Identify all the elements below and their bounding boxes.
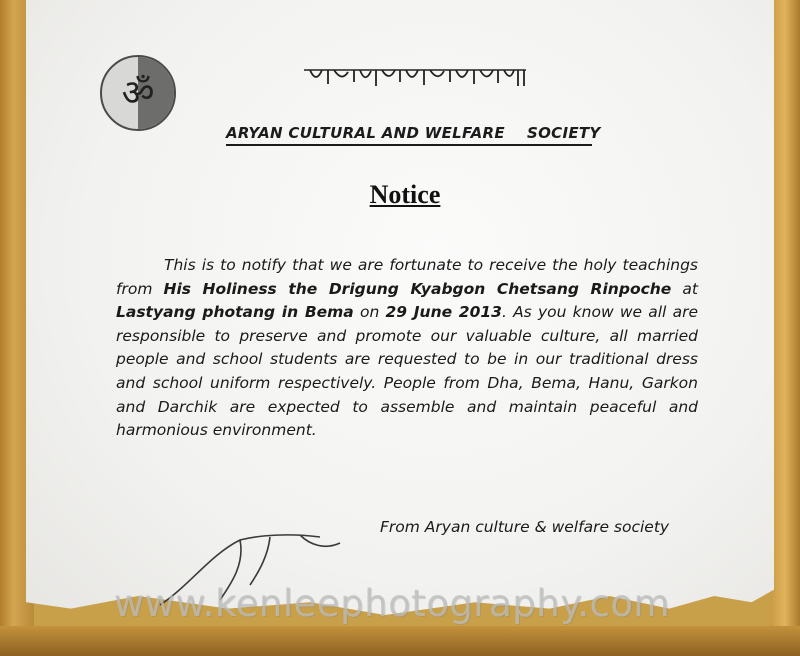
photographer-watermark: www.kenleephotography.com: [113, 582, 671, 625]
body-place: Lastyang photang in Bema: [116, 303, 354, 322]
body-on: on: [353, 303, 386, 322]
emblem-symbol-icon: ॐ: [121, 73, 155, 114]
body-holiness-name: His Holiness the Drigung Kyabgon Chetsang Rinpoche: [163, 279, 672, 298]
notice-body: [116, 254, 698, 443]
sign-off: From Aryan culture & welfare society: [380, 518, 670, 536]
society-emblem-logo: [100, 55, 176, 131]
body-rest: . As you know we all are responsible to preserve and promote our valuable culture, all married people and school students are requested to be in our traditional dress and school uniform respectively. People from Dha, Bema, Hanu, Garkon and Darchik are expected to assemble and maintain peaceful and harmonious environment.: [116, 303, 698, 440]
organization-name: ARYAN CULTURAL AND WELFARE SOCIETY: [226, 124, 592, 146]
body-date: 29 June 2013: [385, 303, 502, 322]
tibetan-script-header: [300, 60, 530, 90]
body-intro: This is to notify that we are fortunate to receive the holy teachings from: [116, 256, 698, 298]
notice-title: Notice: [369, 180, 441, 209]
wooden-board-right: [770, 0, 800, 656]
body-at: at: [671, 279, 698, 298]
wooden-board-bottom: [0, 626, 800, 656]
